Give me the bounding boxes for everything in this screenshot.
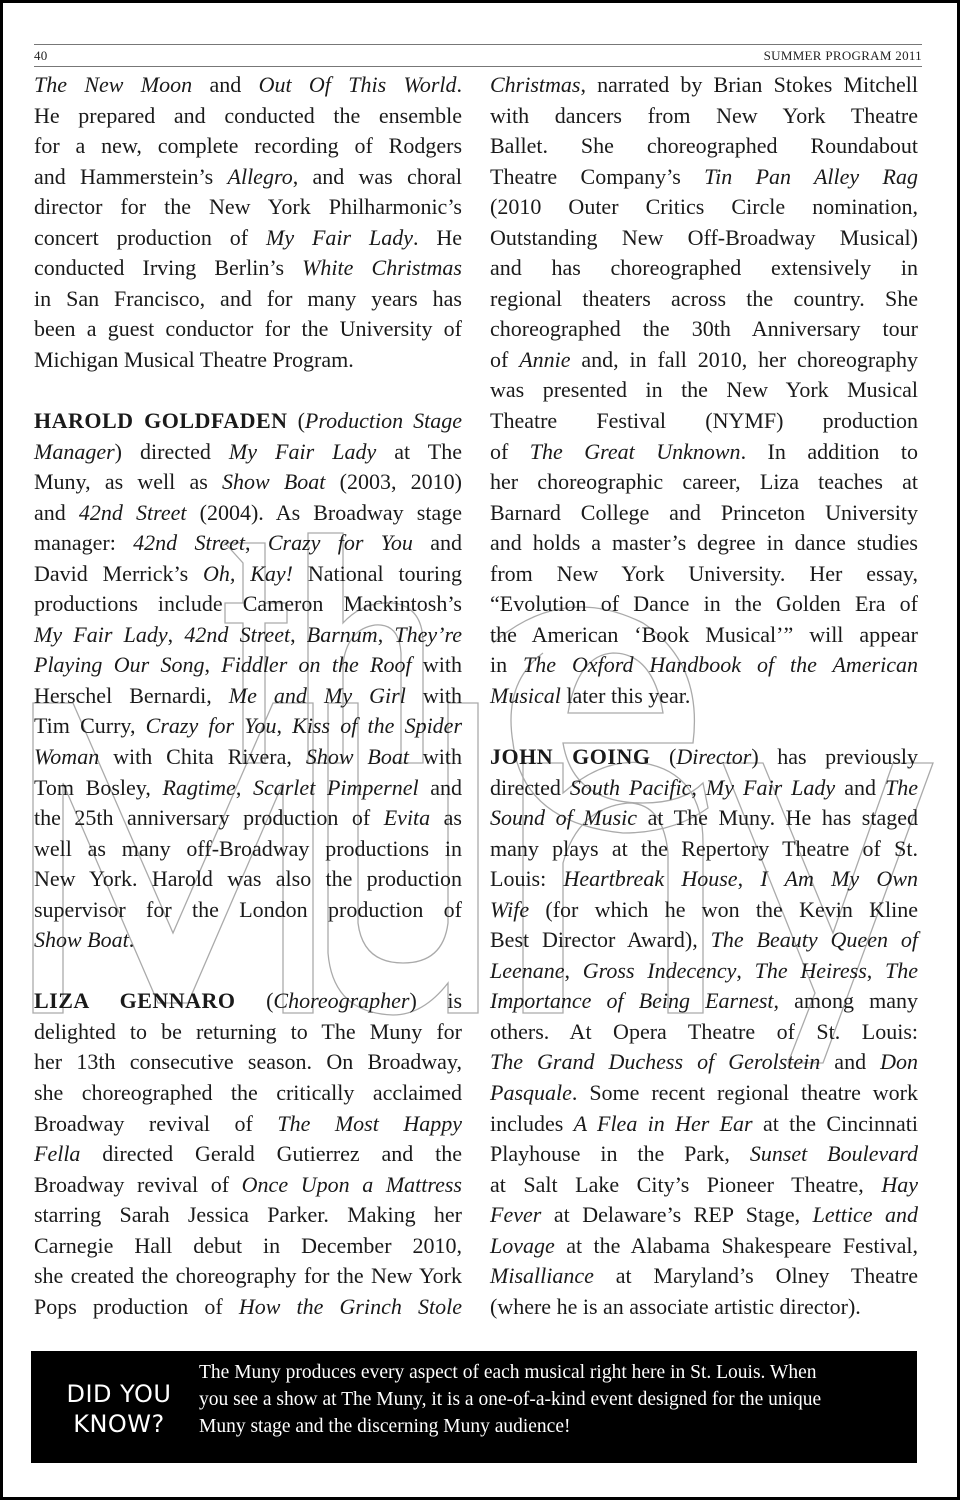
title-italic: Christmas xyxy=(490,72,581,97)
did-you-know-title-line2: KNOW? xyxy=(73,1410,165,1438)
title-italic: Lovage xyxy=(490,1232,555,1258)
text-line xyxy=(34,773,462,804)
text-run: of xyxy=(490,346,520,372)
text-run: ( xyxy=(650,743,677,769)
text-run: . In addition to xyxy=(740,438,918,464)
title-italic: Crazy for You xyxy=(267,530,413,556)
title-italic: I Am My Own xyxy=(760,866,918,892)
text-line xyxy=(490,467,918,498)
title-italic: The New Moon xyxy=(34,72,193,97)
title-italic: Lettice and xyxy=(812,1202,918,1228)
text-run: well as many off-Broadway productions in xyxy=(34,835,462,861)
title-italic: South Pacific xyxy=(569,774,692,800)
text-run: later this year. xyxy=(560,682,691,708)
text-run: and xyxy=(412,530,463,556)
text-run: Theatre Company’s xyxy=(490,163,705,189)
text-run: , xyxy=(235,774,253,800)
text-line xyxy=(490,650,918,681)
text-run: in San Francisco, and for many years has xyxy=(34,285,462,311)
title-italic: My Fair Lady xyxy=(228,438,377,464)
title-italic: The Heiress xyxy=(754,957,867,983)
text-run: , xyxy=(691,774,706,800)
text-line xyxy=(490,986,918,1017)
text-run: and xyxy=(835,774,886,800)
text-line xyxy=(34,742,462,773)
text-line xyxy=(490,1139,918,1170)
title-italic: Ragtime xyxy=(162,774,236,800)
text-line xyxy=(490,1231,918,1262)
text-line xyxy=(490,437,918,468)
text-run: ) has previously xyxy=(751,743,918,769)
text-run: Tim Curry, xyxy=(34,713,146,739)
title-italic: Musical xyxy=(490,682,561,708)
text-run: (for which he won the Kevin Kline xyxy=(529,896,918,922)
text-line xyxy=(490,1170,918,1201)
title-italic: Sound of Music xyxy=(490,805,638,831)
did-you-know-text xyxy=(199,1359,899,1440)
text-line xyxy=(490,528,918,559)
text-run: “Evolution of Dance in the Golden Era of xyxy=(490,591,918,617)
text-run: Broadway revival of xyxy=(34,1171,242,1197)
text-line xyxy=(34,284,462,315)
text-run: others. At Opera Theatre of St. Louis: xyxy=(490,1018,918,1044)
text-run: and xyxy=(820,1049,881,1075)
title-italic: Once Upon a Mattress xyxy=(241,1171,462,1197)
bio-name: HAROLD GOLDFADEN xyxy=(34,407,288,433)
text-run: National touring xyxy=(293,560,462,586)
text-line xyxy=(34,70,462,101)
text-run: the 25th anniversary production of xyxy=(34,805,384,831)
text-line xyxy=(490,773,918,804)
text-line xyxy=(34,192,462,223)
text-line xyxy=(490,895,918,926)
text-line xyxy=(34,1292,462,1323)
text-run: . xyxy=(128,927,135,953)
text-run: and Hammerstein’s xyxy=(34,163,228,189)
text-line xyxy=(34,406,462,437)
did-you-know-title-line1: DID YOU xyxy=(66,1380,172,1408)
title-italic: The xyxy=(885,957,919,983)
text-line xyxy=(34,803,462,834)
text-run: for a new, complete recording of Rodgers xyxy=(34,133,462,159)
text-line xyxy=(490,131,918,162)
text-run: with xyxy=(411,652,462,678)
did-you-know-box xyxy=(31,1351,917,1463)
text-line xyxy=(34,131,462,162)
text-run: at Delaware’s REP Stage, xyxy=(541,1202,813,1228)
title-italic: Tin Pan Alley Rag xyxy=(704,163,918,189)
text-line xyxy=(490,1109,918,1140)
text-run: at the Alabama Shakespeare Festival, xyxy=(554,1232,918,1258)
text-run: Herschel Bernardi, xyxy=(34,682,229,708)
text-run: at Salt Lake City’s Pioneer Theatre, xyxy=(490,1171,882,1197)
title-italic: Fiddler on the Roof xyxy=(221,652,412,678)
text-line xyxy=(490,70,918,101)
text-line xyxy=(34,681,462,712)
text-line xyxy=(34,1200,462,1231)
text-run: she created the choreography for the New York xyxy=(34,1263,462,1289)
title-italic: Don xyxy=(880,1049,918,1075)
text-run: choreographed the 30th Anniversary tour xyxy=(490,316,918,342)
bio-continuation-conductor xyxy=(34,70,462,375)
text-run: , xyxy=(245,530,268,556)
text-line xyxy=(490,956,918,987)
text-line xyxy=(490,406,918,437)
text-run: Best Director Award), xyxy=(490,927,711,953)
title-italic: The xyxy=(885,774,919,800)
title-italic: Show Boat xyxy=(34,927,129,953)
title-italic: Production Stage xyxy=(304,407,462,433)
title-italic: Evita xyxy=(383,805,431,831)
title-italic: Out Of This World xyxy=(258,72,457,97)
text-run: (2010 Outer Critics Circle nomination, xyxy=(490,194,918,220)
text-run: . xyxy=(456,72,462,97)
text-run: , xyxy=(276,713,293,739)
text-run: (2004). As Broadway stage xyxy=(186,499,463,525)
text-run: and, in fall 2010, her choreography xyxy=(570,346,918,372)
title-italic: Crazy for You xyxy=(145,713,277,739)
text-run: . Some recent regional theatre work xyxy=(571,1080,918,1105)
text-run: of xyxy=(490,438,530,464)
text-line xyxy=(34,1170,462,1201)
text-line xyxy=(34,620,462,651)
text-line xyxy=(490,1017,918,1048)
publication-title: SUMMER PROGRAM 2011 xyxy=(763,48,922,63)
text-run: , xyxy=(167,621,185,647)
text-line xyxy=(34,1109,462,1140)
title-italic: Gross Indecency xyxy=(582,957,737,983)
title-italic: Wife xyxy=(490,896,530,922)
program-page xyxy=(3,3,957,1497)
title-italic: The Great Unknown xyxy=(529,438,741,464)
title-italic: Woman xyxy=(34,743,100,769)
text-run: Tom Bosley, xyxy=(34,774,163,800)
text-run: her 13th consecutive season. On Broadway, xyxy=(34,1049,462,1075)
title-italic: Importance of Being Earnest xyxy=(490,988,774,1014)
bio-john-going xyxy=(490,742,918,1322)
text-run: and xyxy=(192,72,259,97)
title-italic: Pasquale xyxy=(490,1080,572,1105)
text-run: directed Gerald Gutierrez and the xyxy=(80,1141,462,1167)
text-run: delighted to be returning to The Muny for xyxy=(34,1018,462,1044)
title-italic: Director xyxy=(676,743,752,769)
text-run: the American ‘Book Musical’” will appear xyxy=(490,621,918,647)
text-run: and holds a master’s degree in dance studies xyxy=(490,530,918,556)
text-run: conducted Irving Berlin’s xyxy=(34,255,303,281)
title-italic: Leenane xyxy=(490,957,565,983)
title-italic: My Fair Lady xyxy=(705,774,836,800)
did-you-know-line: Muny stage and the discerning Muny audience! xyxy=(199,1416,571,1437)
text-line xyxy=(34,1261,462,1292)
text-line xyxy=(490,834,918,865)
page-number: 40 xyxy=(34,48,48,63)
text-run: director for the New York Philharmonic’s xyxy=(34,194,462,220)
text-run: , xyxy=(736,957,755,983)
text-run: concert production of xyxy=(34,224,267,250)
text-line xyxy=(490,192,918,223)
title-italic: Show Boat xyxy=(221,469,326,495)
text-run: with dancers from New York Theatre xyxy=(490,102,918,128)
text-run: Barnard College and Princeton University xyxy=(490,499,918,525)
title-italic: The Beauty Queen of xyxy=(710,927,918,953)
text-run: Theatre Festival (NYMF) production xyxy=(490,408,918,434)
text-line xyxy=(34,437,462,468)
header-rule-top xyxy=(34,44,922,45)
text-line xyxy=(490,498,918,529)
text-run: productions include Cameron Mackintosh’s xyxy=(34,591,462,617)
text-run: He prepared and conducted the ensemble xyxy=(34,102,462,128)
text-line xyxy=(490,742,918,773)
text-line xyxy=(34,223,462,254)
text-line xyxy=(34,345,462,376)
text-line xyxy=(34,986,462,1017)
title-italic: Kiss of the Spider xyxy=(292,713,463,739)
text-run: with Chita Rivera, xyxy=(99,743,306,769)
text-line xyxy=(34,498,462,529)
text-line xyxy=(490,1261,918,1292)
text-line xyxy=(34,253,462,284)
text-run: Playhouse in the Park, xyxy=(490,1141,750,1167)
text-line xyxy=(34,925,462,956)
title-italic: The Oxford Handbook of the American xyxy=(523,652,918,678)
text-run: , xyxy=(290,621,307,647)
text-run: ( xyxy=(235,988,274,1014)
text-run: ) directed xyxy=(114,438,229,464)
text-line xyxy=(34,711,462,742)
header-rule-bottom xyxy=(34,66,922,67)
text-run: , xyxy=(737,866,761,892)
bio-name: JOHN GOING xyxy=(490,743,651,769)
text-run: . He xyxy=(412,224,463,250)
text-run: (where he is an associate artistic director). xyxy=(490,1293,861,1319)
text-run: her choreographic career, Liza teaches at xyxy=(490,469,918,495)
text-run: New York. Harold was also the production xyxy=(34,866,462,892)
text-line xyxy=(34,1078,462,1109)
right-column xyxy=(490,70,918,1353)
text-run: Pops production of xyxy=(34,1293,239,1319)
text-line xyxy=(490,162,918,193)
title-italic: A Flea in Her Ear xyxy=(573,1110,753,1136)
title-italic: Scarlet Pimpernel xyxy=(252,774,419,800)
text-line xyxy=(490,925,918,956)
text-line xyxy=(34,1047,462,1078)
title-italic: Annie xyxy=(519,346,571,372)
text-line xyxy=(490,1200,918,1231)
text-run: (2003, 2010) xyxy=(325,469,462,495)
text-run: at The xyxy=(376,438,462,464)
title-italic: The Grand Duchess of Gerolstein xyxy=(490,1049,821,1075)
text-line xyxy=(490,1047,918,1078)
text-line xyxy=(490,681,918,712)
title-italic: They’re xyxy=(394,621,463,647)
title-italic: 42nd Street xyxy=(133,530,245,556)
title-italic: Show Boat xyxy=(305,743,409,769)
text-line xyxy=(490,345,918,376)
title-italic: My Fair Lady xyxy=(34,621,168,647)
title-italic: Oh, Kay! xyxy=(203,560,293,586)
text-line xyxy=(490,101,918,132)
title-italic: Manager xyxy=(34,438,115,464)
title-italic: Sunset Boulevard xyxy=(749,1141,919,1167)
text-run: , among many xyxy=(773,988,918,1014)
title-italic: Hay xyxy=(881,1171,918,1197)
text-run: many plays at the Repertory Theatre of St. xyxy=(490,835,918,861)
text-run: Michigan Musical Theatre Program. xyxy=(34,346,354,372)
text-run: includes xyxy=(490,1110,574,1136)
title-italic: Me and My Girl xyxy=(228,682,406,708)
text-line xyxy=(34,895,462,926)
text-line xyxy=(34,559,462,590)
text-line xyxy=(490,864,918,895)
text-run: Muny, as well as xyxy=(34,469,222,495)
text-run: at the Cincinnati xyxy=(752,1110,918,1136)
text-run: she choreographed the critically acclaimed xyxy=(34,1079,462,1105)
bio-liza-gennaro xyxy=(34,986,462,1322)
title-italic: Choreographer xyxy=(273,988,410,1014)
text-run: at The Muny. He has staged xyxy=(637,805,918,831)
text-line xyxy=(490,589,918,620)
title-italic: White Christmas xyxy=(302,255,462,281)
title-italic: Barnum xyxy=(306,621,378,647)
text-line xyxy=(34,162,462,193)
text-line xyxy=(34,834,462,865)
text-line xyxy=(490,1078,918,1109)
title-italic: Playing Our Song xyxy=(34,652,205,678)
text-run: supervisor for the London production of xyxy=(34,896,462,922)
text-run: was presented in the New York Musical xyxy=(490,377,918,403)
text-run: , xyxy=(866,957,886,983)
text-run: at Maryland’s Olney Theatre xyxy=(593,1263,918,1289)
text-line xyxy=(490,253,918,284)
text-line xyxy=(490,375,918,406)
text-run: Carnegie Hall debut in December 2010, xyxy=(34,1232,462,1258)
title-italic: 42nd Street xyxy=(184,621,291,647)
text-run: in xyxy=(490,652,524,678)
title-italic: Heartbreak House xyxy=(563,866,738,892)
text-line xyxy=(34,1139,462,1170)
text-line xyxy=(490,284,918,315)
text-line xyxy=(490,620,918,651)
title-italic: Fever xyxy=(490,1202,542,1228)
did-you-know-line: you see a show at The Muny, it is a one-of-a-kind event designed for the unique xyxy=(199,1389,822,1410)
text-line xyxy=(490,314,918,345)
text-line xyxy=(490,223,918,254)
text-run: , and was choral xyxy=(292,163,462,189)
bio-name: LIZA GENNARO xyxy=(34,988,236,1014)
text-run: , xyxy=(377,621,395,647)
text-run: Outstanding New Off-Broadway Musical) xyxy=(490,224,918,250)
text-run: regional theaters across the country. She xyxy=(490,285,918,311)
title-italic: 42nd Street xyxy=(78,499,187,525)
title-italic: Misalliance xyxy=(490,1263,594,1289)
title-italic: How the Grinch Stole xyxy=(238,1293,462,1319)
text-line xyxy=(490,1292,918,1323)
text-run: and xyxy=(418,774,463,800)
text-run: , xyxy=(564,957,583,983)
text-line xyxy=(490,803,918,834)
text-line xyxy=(34,650,462,681)
text-run: , narrated by Brian Stokes Mitchell xyxy=(580,72,918,97)
text-run: and has choreographed extensively in xyxy=(490,255,918,281)
text-run: starring Sarah Jessica Parker. Making her xyxy=(34,1202,462,1228)
text-line xyxy=(34,528,462,559)
bio-harold-goldfaden xyxy=(34,406,462,956)
text-line xyxy=(490,559,918,590)
text-run: ( xyxy=(287,407,305,433)
text-run: ) is xyxy=(409,988,462,1014)
bio-liza-gennaro-continued xyxy=(490,70,918,711)
title-italic: The Most Happy xyxy=(277,1110,463,1136)
text-line xyxy=(34,467,462,498)
text-run: manager: xyxy=(34,530,134,556)
text-run: David Merrick’s xyxy=(34,560,203,586)
text-run: Louis: xyxy=(490,866,564,892)
did-you-know-title xyxy=(59,1379,179,1439)
text-run: , xyxy=(204,652,222,678)
text-line xyxy=(34,1231,462,1262)
text-run: Broadway revival of xyxy=(34,1110,278,1136)
text-run: with xyxy=(405,682,463,708)
text-line xyxy=(34,589,462,620)
text-run: as xyxy=(430,805,462,831)
text-line xyxy=(34,101,462,132)
left-column xyxy=(34,70,462,1353)
text-run: with xyxy=(408,743,463,769)
text-run: from New York University. Her essay, xyxy=(490,560,918,586)
did-you-know-line: The Muny produces every aspect of each musical right here in St. Louis. When xyxy=(199,1362,817,1383)
title-italic: Fella xyxy=(34,1141,81,1167)
title-italic: Allegro xyxy=(227,163,293,189)
text-line xyxy=(34,314,462,345)
title-italic: My Fair Lady xyxy=(266,224,413,250)
text-line xyxy=(34,864,462,895)
text-run: been a guest conductor for the University of xyxy=(34,316,462,342)
text-line xyxy=(34,1017,462,1048)
text-run: Ballet. She choreographed Roundabout xyxy=(490,133,918,159)
text-run: and xyxy=(34,499,79,525)
text-run: directed xyxy=(490,774,570,800)
